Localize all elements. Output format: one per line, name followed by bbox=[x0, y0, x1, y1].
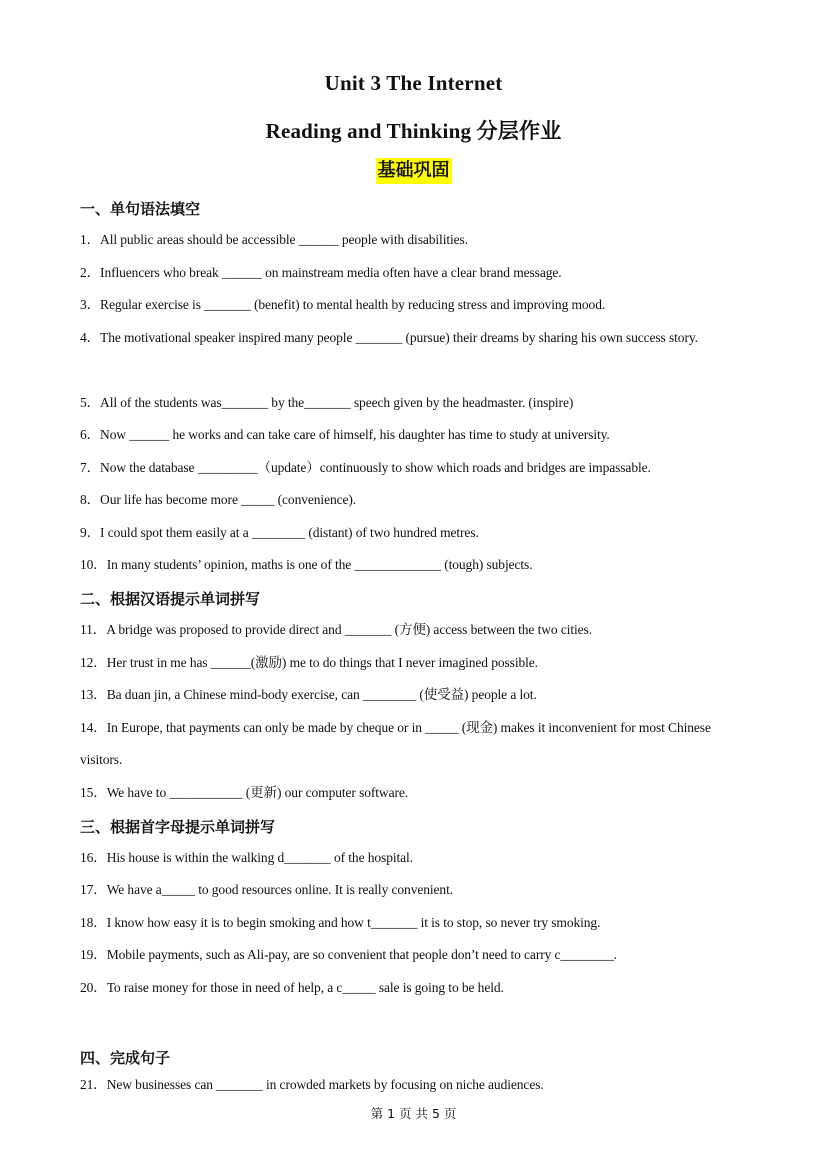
section-heading-4: 四、完成句子 bbox=[80, 1049, 171, 1067]
section-heading-2: 二、根据汉语提示单词拼写 bbox=[80, 590, 261, 608]
section-heading-3: 三、根据首字母提示单词拼写 bbox=[80, 818, 276, 836]
question-5: 5．All of the students was_______ by the_______ speech given by the headmaster. (inspire) bbox=[80, 395, 574, 410]
question-21: 21．New businesses can _______ in crowded markets by focusing on niche audiences. bbox=[80, 1077, 544, 1092]
question-15: 15．We have to ___________ (更新) our computer software. bbox=[80, 785, 409, 800]
question-16: 16．His house is within the walking d_______ of the hospital. bbox=[80, 850, 413, 865]
level-wrap bbox=[0, 158, 827, 184]
question-6: 6．Now ______ he works and can take care of himself, his daughter has time to study at university. bbox=[80, 427, 610, 442]
level-label-highlight: 基础巩固 bbox=[376, 158, 452, 184]
question-3: 3．Regular exercise is _______ (benefit) to mental health by reducing stress and improving mood. bbox=[80, 297, 606, 312]
section-heading-1: 一、单句语法填空 bbox=[80, 200, 201, 218]
question-2: 2．Influencers who break ______ on mainstream media often have a clear brand message. bbox=[80, 265, 562, 280]
question-14: 14．In Europe, that payments can only be made by cheque or in _____ (现金) makes it inconvenient for most Chinese visitors. bbox=[80, 720, 711, 767]
doc-subtitle: Reading and Thinking 分层作业 bbox=[265, 119, 562, 143]
question-4: 4．The motivational speaker inspired many people _______ (pursue) their dreams by sharing his own success story. bbox=[80, 330, 698, 345]
question-1: 1．All public areas should be accessible ______ people with disabilities. bbox=[80, 232, 468, 247]
question-8: 8．Our life has become more _____ (convenience). bbox=[80, 492, 357, 507]
question-9: 9．I could spot them easily at a ________ (distant) of two hundred metres. bbox=[80, 525, 479, 540]
page-footer: 第 1 页 共 5 页 bbox=[370, 1106, 457, 1121]
question-19: 19．Mobile payments, such as Ali-pay, are so convenient that people don’t need to carry c________. bbox=[80, 947, 617, 962]
question-12: 12．Her trust in me has ______(激励) me to do things that I never imagined possible. bbox=[80, 655, 538, 670]
doc-title: Unit 3 The Internet bbox=[324, 71, 503, 95]
question-7: 7．Now the database _________（update）continuously to show which roads and bridges are impassable. bbox=[80, 460, 651, 475]
question-11: 11．A bridge was proposed to provide direct and _______ (方便) access between the two cities. bbox=[80, 622, 592, 637]
question-10: 10．In many students’ opinion, maths is one of the _____________ (tough) subjects. bbox=[80, 557, 533, 572]
question-20: 20．To raise money for those in need of help, a c_____ sale is going to be held. bbox=[80, 980, 504, 995]
question-17: 17．We have a_____ to good resources online. It is really convenient. bbox=[80, 882, 454, 897]
question-13: 13．Ba duan jin, a Chinese mind-body exercise, can ________ (使受益) people a lot. bbox=[80, 687, 537, 702]
question-18: 18．I know how easy it is to begin smoking and how t_______ it is to stop, so never try smoking. bbox=[80, 915, 601, 930]
